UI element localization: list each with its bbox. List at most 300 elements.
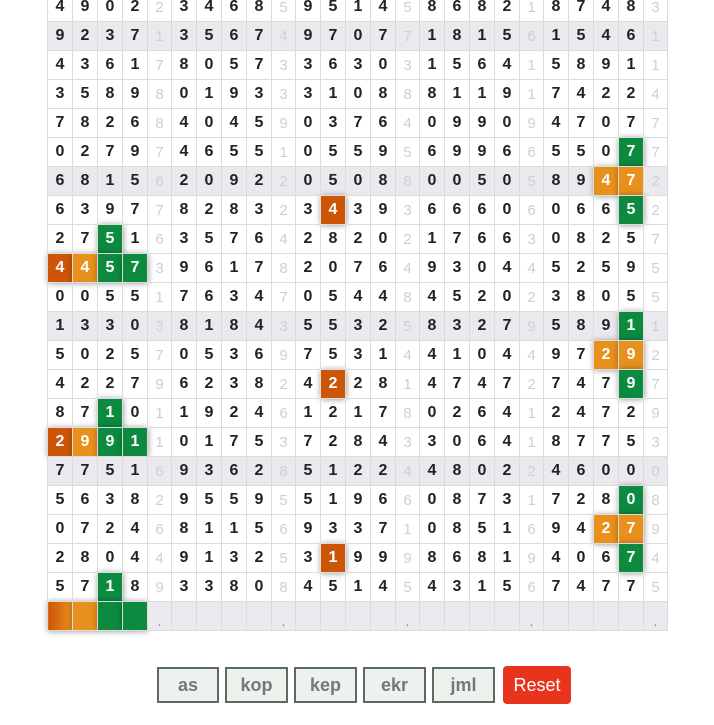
- grid-cell[interactable]: 8: [371, 80, 396, 109]
- grid-cell[interactable]: 2: [569, 486, 594, 515]
- grid-cell[interactable]: 4: [594, 0, 619, 22]
- grid-cell[interactable]: 7: [48, 457, 73, 486]
- grid-cell[interactable]: 8: [569, 51, 594, 80]
- grid-cell[interactable]: 5: [123, 283, 148, 312]
- grid-cell[interactable]: 3: [48, 80, 73, 109]
- grid-cell[interactable]: 5: [197, 22, 222, 51]
- grid-cell[interactable]: 4: [172, 138, 197, 167]
- grid-cell[interactable]: 0: [470, 254, 495, 283]
- grid-cell[interactable]: 0: [445, 167, 470, 196]
- grid-cell[interactable]: 0: [420, 109, 445, 138]
- grid-cell[interactable]: 0: [495, 167, 520, 196]
- grid-cell[interactable]: 3: [296, 51, 321, 80]
- grid-cell[interactable]: 8: [73, 109, 98, 138]
- grid-cell[interactable]: 7: [619, 138, 644, 167]
- grid-cell[interactable]: 1: [619, 51, 644, 80]
- grid-cell[interactable]: 9: [98, 196, 123, 225]
- grid-cell[interactable]: 2: [123, 0, 148, 22]
- grid-cell[interactable]: 8: [544, 428, 569, 457]
- grid-cell[interactable]: 8: [73, 167, 98, 196]
- grid-cell[interactable]: 7: [172, 283, 197, 312]
- grid-cell[interactable]: 8: [222, 312, 247, 341]
- grid-cell[interactable]: 2: [98, 370, 123, 399]
- jml-button[interactable]: jml: [432, 667, 495, 703]
- grid-cell[interactable]: 8: [222, 196, 247, 225]
- grid-cell[interactable]: 1: [495, 544, 520, 573]
- grid-cell[interactable]: 0: [619, 457, 644, 486]
- grid-cell[interactable]: 5: [197, 486, 222, 515]
- grid-cell[interactable]: 1: [420, 225, 445, 254]
- grid-cell[interactable]: 8: [73, 544, 98, 573]
- grid-cell[interactable]: 4: [495, 254, 520, 283]
- grid-cell[interactable]: 5: [569, 138, 594, 167]
- grid-cell[interactable]: 6: [222, 22, 247, 51]
- grid-cell[interactable]: 7: [619, 515, 644, 544]
- grid-cell[interactable]: 8: [445, 486, 470, 515]
- grid-cell[interactable]: 1: [321, 486, 346, 515]
- grid-cell[interactable]: 9: [544, 515, 569, 544]
- input-cell[interactable]: [123, 602, 148, 631]
- grid-cell[interactable]: 3: [222, 283, 247, 312]
- grid-cell[interactable]: 1: [296, 399, 321, 428]
- grid-cell[interactable]: 3: [73, 51, 98, 80]
- grid-cell[interactable]: 0: [73, 341, 98, 370]
- grid-cell[interactable]: 3: [346, 312, 371, 341]
- grid-cell[interactable]: 7: [222, 428, 247, 457]
- grid-cell[interactable]: 5: [321, 0, 346, 22]
- grid-cell[interactable]: 0: [594, 138, 619, 167]
- grid-cell[interactable]: 6: [470, 399, 495, 428]
- grid-cell[interactable]: 7: [123, 254, 148, 283]
- grid-cell[interactable]: 8: [123, 573, 148, 602]
- grid-cell[interactable]: 4: [247, 312, 272, 341]
- grid-cell[interactable]: 1: [123, 457, 148, 486]
- grid-cell[interactable]: 7: [73, 515, 98, 544]
- kop-button[interactable]: kop: [225, 667, 288, 703]
- grid-cell[interactable]: 2: [98, 341, 123, 370]
- grid-cell[interactable]: 0: [48, 515, 73, 544]
- grid-cell[interactable]: 5: [445, 51, 470, 80]
- grid-cell[interactable]: 9: [222, 167, 247, 196]
- grid-cell[interactable]: 0: [296, 167, 321, 196]
- grid-cell[interactable]: 6: [197, 254, 222, 283]
- grid-cell[interactable]: 9: [569, 167, 594, 196]
- grid-cell[interactable]: 9: [420, 254, 445, 283]
- grid-cell[interactable]: 2: [73, 22, 98, 51]
- grid-cell[interactable]: 4: [222, 109, 247, 138]
- grid-cell[interactable]: 2: [172, 167, 197, 196]
- reset-button[interactable]: Reset: [503, 666, 571, 704]
- grid-cell[interactable]: 6: [48, 196, 73, 225]
- grid-cell[interactable]: 1: [346, 0, 371, 22]
- grid-cell[interactable]: 4: [247, 399, 272, 428]
- input-cell[interactable]: [321, 602, 346, 631]
- grid-cell[interactable]: 6: [371, 109, 396, 138]
- grid-cell[interactable]: 0: [73, 283, 98, 312]
- grid-cell[interactable]: 5: [544, 138, 569, 167]
- grid-cell[interactable]: 4: [172, 109, 197, 138]
- input-cell[interactable]: [495, 602, 520, 631]
- grid-cell[interactable]: 7: [371, 22, 396, 51]
- grid-cell[interactable]: 9: [470, 138, 495, 167]
- grid-cell[interactable]: 3: [172, 22, 197, 51]
- grid-cell[interactable]: 2: [247, 167, 272, 196]
- grid-cell[interactable]: 5: [495, 573, 520, 602]
- grid-cell[interactable]: 8: [172, 515, 197, 544]
- grid-cell[interactable]: 5: [321, 167, 346, 196]
- grid-cell[interactable]: 2: [98, 109, 123, 138]
- grid-cell[interactable]: 5: [98, 283, 123, 312]
- grid-cell[interactable]: 7: [371, 515, 396, 544]
- grid-cell[interactable]: 3: [98, 486, 123, 515]
- grid-cell[interactable]: 4: [594, 22, 619, 51]
- grid-cell[interactable]: 6: [470, 196, 495, 225]
- grid-cell[interactable]: 0: [420, 515, 445, 544]
- grid-cell[interactable]: 7: [569, 428, 594, 457]
- grid-cell[interactable]: 7: [48, 109, 73, 138]
- grid-cell[interactable]: 0: [371, 51, 396, 80]
- grid-cell[interactable]: 9: [371, 196, 396, 225]
- grid-cell[interactable]: 7: [321, 22, 346, 51]
- grid-cell[interactable]: 9: [296, 22, 321, 51]
- grid-cell[interactable]: 5: [445, 283, 470, 312]
- grid-cell[interactable]: 5: [619, 428, 644, 457]
- grid-cell[interactable]: 9: [594, 312, 619, 341]
- grid-cell[interactable]: 5: [594, 254, 619, 283]
- grid-cell[interactable]: 5: [98, 457, 123, 486]
- grid-cell[interactable]: 7: [123, 22, 148, 51]
- grid-cell[interactable]: 7: [594, 399, 619, 428]
- grid-cell[interactable]: 5: [48, 573, 73, 602]
- grid-cell[interactable]: 9: [470, 109, 495, 138]
- grid-cell[interactable]: 1: [197, 515, 222, 544]
- grid-cell[interactable]: 8: [346, 428, 371, 457]
- grid-cell[interactable]: 4: [197, 0, 222, 22]
- grid-cell[interactable]: 0: [197, 51, 222, 80]
- grid-cell[interactable]: 8: [172, 312, 197, 341]
- grid-cell[interactable]: 9: [98, 428, 123, 457]
- grid-cell[interactable]: 3: [247, 80, 272, 109]
- grid-cell[interactable]: 5: [470, 167, 495, 196]
- grid-cell[interactable]: 5: [247, 109, 272, 138]
- grid-cell[interactable]: 1: [197, 544, 222, 573]
- grid-cell[interactable]: 3: [346, 51, 371, 80]
- grid-cell[interactable]: 5: [123, 341, 148, 370]
- grid-cell[interactable]: 0: [48, 283, 73, 312]
- input-cell[interactable]: [172, 602, 197, 631]
- grid-cell[interactable]: 6: [470, 428, 495, 457]
- grid-cell[interactable]: 7: [619, 167, 644, 196]
- grid-cell[interactable]: 5: [495, 22, 520, 51]
- grid-cell[interactable]: 6: [222, 0, 247, 22]
- grid-cell[interactable]: 2: [321, 370, 346, 399]
- input-cell[interactable]: [222, 602, 247, 631]
- grid-cell[interactable]: 4: [420, 573, 445, 602]
- grid-cell[interactable]: 4: [495, 341, 520, 370]
- grid-cell[interactable]: 4: [296, 370, 321, 399]
- grid-cell[interactable]: 7: [619, 544, 644, 573]
- grid-cell[interactable]: 8: [321, 225, 346, 254]
- grid-cell[interactable]: 0: [445, 428, 470, 457]
- grid-cell[interactable]: 2: [594, 80, 619, 109]
- grid-cell[interactable]: 9: [73, 428, 98, 457]
- grid-cell[interactable]: 8: [544, 167, 569, 196]
- grid-cell[interactable]: 5: [544, 312, 569, 341]
- grid-cell[interactable]: 7: [569, 0, 594, 22]
- kep-button[interactable]: kep: [294, 667, 357, 703]
- grid-cell[interactable]: 3: [98, 312, 123, 341]
- grid-cell[interactable]: 2: [48, 225, 73, 254]
- grid-cell[interactable]: 2: [247, 457, 272, 486]
- grid-cell[interactable]: 5: [296, 457, 321, 486]
- grid-cell[interactable]: 5: [321, 138, 346, 167]
- input-cell[interactable]: [470, 602, 495, 631]
- grid-cell[interactable]: 7: [73, 225, 98, 254]
- grid-cell[interactable]: 2: [197, 196, 222, 225]
- grid-cell[interactable]: 5: [98, 254, 123, 283]
- grid-cell[interactable]: 4: [371, 428, 396, 457]
- grid-cell[interactable]: 2: [495, 0, 520, 22]
- grid-cell[interactable]: 7: [470, 486, 495, 515]
- grid-cell[interactable]: 2: [346, 370, 371, 399]
- grid-cell[interactable]: 9: [247, 486, 272, 515]
- grid-cell[interactable]: 1: [123, 428, 148, 457]
- grid-cell[interactable]: 3: [346, 341, 371, 370]
- grid-cell[interactable]: 5: [470, 515, 495, 544]
- input-cell[interactable]: [48, 602, 73, 631]
- grid-cell[interactable]: 7: [569, 109, 594, 138]
- grid-cell[interactable]: 8: [123, 486, 148, 515]
- grid-cell[interactable]: 9: [123, 80, 148, 109]
- grid-cell[interactable]: 8: [247, 0, 272, 22]
- grid-cell[interactable]: 0: [346, 22, 371, 51]
- grid-cell[interactable]: 1: [172, 399, 197, 428]
- grid-cell[interactable]: 8: [420, 80, 445, 109]
- grid-cell[interactable]: 9: [619, 370, 644, 399]
- as-button[interactable]: as: [157, 667, 219, 703]
- grid-cell[interactable]: 3: [296, 196, 321, 225]
- grid-cell[interactable]: 1: [470, 573, 495, 602]
- grid-cell[interactable]: 8: [594, 486, 619, 515]
- grid-cell[interactable]: 7: [222, 225, 247, 254]
- grid-cell[interactable]: 6: [470, 225, 495, 254]
- grid-cell[interactable]: 6: [569, 196, 594, 225]
- grid-cell[interactable]: 8: [569, 283, 594, 312]
- grid-cell[interactable]: 0: [123, 399, 148, 428]
- grid-cell[interactable]: 4: [569, 80, 594, 109]
- grid-cell[interactable]: 1: [222, 515, 247, 544]
- grid-cell[interactable]: 1: [197, 80, 222, 109]
- grid-cell[interactable]: 5: [222, 51, 247, 80]
- grid-cell[interactable]: 9: [594, 51, 619, 80]
- grid-cell[interactable]: 4: [73, 254, 98, 283]
- grid-cell[interactable]: 7: [594, 428, 619, 457]
- grid-cell[interactable]: 2: [619, 399, 644, 428]
- grid-cell[interactable]: 7: [544, 486, 569, 515]
- grid-cell[interactable]: 1: [197, 312, 222, 341]
- grid-cell[interactable]: 1: [48, 312, 73, 341]
- grid-cell[interactable]: 7: [495, 370, 520, 399]
- grid-cell[interactable]: 6: [594, 544, 619, 573]
- grid-cell[interactable]: 5: [48, 341, 73, 370]
- grid-cell[interactable]: 2: [371, 312, 396, 341]
- grid-cell[interactable]: 6: [420, 196, 445, 225]
- grid-cell[interactable]: 4: [594, 167, 619, 196]
- grid-cell[interactable]: 4: [569, 573, 594, 602]
- input-cell[interactable]: [569, 602, 594, 631]
- grid-cell[interactable]: 1: [445, 80, 470, 109]
- grid-cell[interactable]: 4: [420, 370, 445, 399]
- grid-cell[interactable]: 0: [172, 80, 197, 109]
- grid-cell[interactable]: 8: [470, 0, 495, 22]
- grid-cell[interactable]: 2: [321, 428, 346, 457]
- grid-cell[interactable]: 3: [197, 457, 222, 486]
- input-cell[interactable]: [98, 602, 123, 631]
- grid-cell[interactable]: 4: [48, 370, 73, 399]
- grid-cell[interactable]: 7: [619, 573, 644, 602]
- grid-cell[interactable]: 3: [321, 109, 346, 138]
- grid-cell[interactable]: 3: [296, 80, 321, 109]
- grid-cell[interactable]: 6: [594, 196, 619, 225]
- grid-cell[interactable]: 5: [123, 167, 148, 196]
- grid-cell[interactable]: 2: [346, 225, 371, 254]
- grid-cell[interactable]: 9: [371, 138, 396, 167]
- grid-cell[interactable]: 1: [123, 225, 148, 254]
- grid-cell[interactable]: 0: [296, 109, 321, 138]
- grid-cell[interactable]: 3: [222, 544, 247, 573]
- grid-cell[interactable]: 6: [569, 457, 594, 486]
- grid-cell[interactable]: 3: [445, 573, 470, 602]
- grid-cell[interactable]: 0: [420, 167, 445, 196]
- grid-cell[interactable]: 5: [222, 138, 247, 167]
- grid-cell[interactable]: 5: [247, 138, 272, 167]
- grid-cell[interactable]: 3: [346, 515, 371, 544]
- grid-cell[interactable]: 6: [247, 341, 272, 370]
- grid-cell[interactable]: 0: [172, 428, 197, 457]
- grid-cell[interactable]: 0: [420, 399, 445, 428]
- grid-cell[interactable]: 1: [420, 22, 445, 51]
- grid-cell[interactable]: 9: [172, 254, 197, 283]
- grid-cell[interactable]: 4: [420, 341, 445, 370]
- input-cell[interactable]: [346, 602, 371, 631]
- grid-cell[interactable]: 1: [321, 80, 346, 109]
- input-cell[interactable]: [371, 602, 396, 631]
- input-cell[interactable]: [197, 602, 222, 631]
- grid-cell[interactable]: 7: [445, 225, 470, 254]
- input-cell[interactable]: [544, 602, 569, 631]
- grid-cell[interactable]: 0: [296, 283, 321, 312]
- grid-cell[interactable]: 6: [172, 370, 197, 399]
- input-cell[interactable]: [73, 602, 98, 631]
- grid-cell[interactable]: 8: [48, 399, 73, 428]
- grid-cell[interactable]: 9: [346, 544, 371, 573]
- grid-cell[interactable]: 2: [73, 370, 98, 399]
- grid-cell[interactable]: 3: [321, 515, 346, 544]
- grid-cell[interactable]: 1: [123, 51, 148, 80]
- grid-cell[interactable]: 6: [48, 167, 73, 196]
- grid-cell[interactable]: 2: [619, 80, 644, 109]
- grid-cell[interactable]: 8: [371, 370, 396, 399]
- grid-cell[interactable]: 7: [247, 22, 272, 51]
- grid-cell[interactable]: 2: [48, 544, 73, 573]
- grid-cell[interactable]: 1: [470, 80, 495, 109]
- grid-cell[interactable]: 8: [544, 0, 569, 22]
- grid-cell[interactable]: 3: [445, 254, 470, 283]
- grid-cell[interactable]: 4: [495, 51, 520, 80]
- grid-cell[interactable]: 7: [123, 370, 148, 399]
- grid-cell[interactable]: 0: [98, 544, 123, 573]
- grid-cell[interactable]: 4: [420, 457, 445, 486]
- grid-cell[interactable]: 0: [346, 80, 371, 109]
- grid-cell[interactable]: 5: [346, 138, 371, 167]
- grid-cell[interactable]: 3: [346, 196, 371, 225]
- input-cell[interactable]: [445, 602, 470, 631]
- grid-cell[interactable]: 5: [619, 196, 644, 225]
- grid-cell[interactable]: 5: [247, 515, 272, 544]
- grid-cell[interactable]: 1: [371, 341, 396, 370]
- grid-cell[interactable]: 5: [98, 225, 123, 254]
- grid-cell[interactable]: 7: [73, 457, 98, 486]
- grid-cell[interactable]: 9: [197, 399, 222, 428]
- grid-cell[interactable]: 9: [123, 138, 148, 167]
- grid-cell[interactable]: 0: [98, 0, 123, 22]
- grid-cell[interactable]: 9: [619, 254, 644, 283]
- grid-cell[interactable]: 2: [569, 254, 594, 283]
- grid-cell[interactable]: 4: [544, 544, 569, 573]
- grid-cell[interactable]: 1: [222, 254, 247, 283]
- grid-cell[interactable]: 7: [371, 399, 396, 428]
- grid-cell[interactable]: 1: [420, 51, 445, 80]
- grid-cell[interactable]: 2: [73, 138, 98, 167]
- grid-cell[interactable]: 0: [247, 573, 272, 602]
- grid-cell[interactable]: 0: [197, 167, 222, 196]
- grid-cell[interactable]: 1: [346, 573, 371, 602]
- grid-cell[interactable]: 3: [98, 22, 123, 51]
- grid-cell[interactable]: 4: [544, 457, 569, 486]
- grid-cell[interactable]: 0: [172, 341, 197, 370]
- input-cell[interactable]: [247, 602, 272, 631]
- grid-cell[interactable]: 6: [197, 283, 222, 312]
- grid-cell[interactable]: 2: [296, 225, 321, 254]
- grid-cell[interactable]: 3: [544, 283, 569, 312]
- grid-cell[interactable]: 0: [48, 138, 73, 167]
- grid-cell[interactable]: 5: [544, 51, 569, 80]
- grid-cell[interactable]: 7: [346, 254, 371, 283]
- ekr-button[interactable]: ekr: [363, 667, 426, 703]
- grid-cell[interactable]: 8: [98, 80, 123, 109]
- grid-cell[interactable]: 0: [495, 283, 520, 312]
- grid-cell[interactable]: 0: [594, 457, 619, 486]
- grid-cell[interactable]: 0: [594, 283, 619, 312]
- grid-cell[interactable]: 2: [346, 457, 371, 486]
- grid-cell[interactable]: 2: [470, 283, 495, 312]
- grid-cell[interactable]: 7: [544, 573, 569, 602]
- grid-cell[interactable]: 0: [420, 486, 445, 515]
- grid-cell[interactable]: 3: [172, 0, 197, 22]
- grid-cell[interactable]: 4: [371, 283, 396, 312]
- grid-cell[interactable]: 8: [420, 312, 445, 341]
- grid-cell[interactable]: 4: [321, 196, 346, 225]
- grid-cell[interactable]: 5: [321, 283, 346, 312]
- grid-cell[interactable]: 5: [569, 22, 594, 51]
- grid-cell[interactable]: 4: [48, 254, 73, 283]
- grid-cell[interactable]: 9: [445, 109, 470, 138]
- grid-cell[interactable]: 2: [594, 515, 619, 544]
- grid-cell[interactable]: 7: [495, 312, 520, 341]
- grid-cell[interactable]: 1: [197, 428, 222, 457]
- grid-cell[interactable]: 8: [172, 196, 197, 225]
- grid-cell[interactable]: 4: [247, 283, 272, 312]
